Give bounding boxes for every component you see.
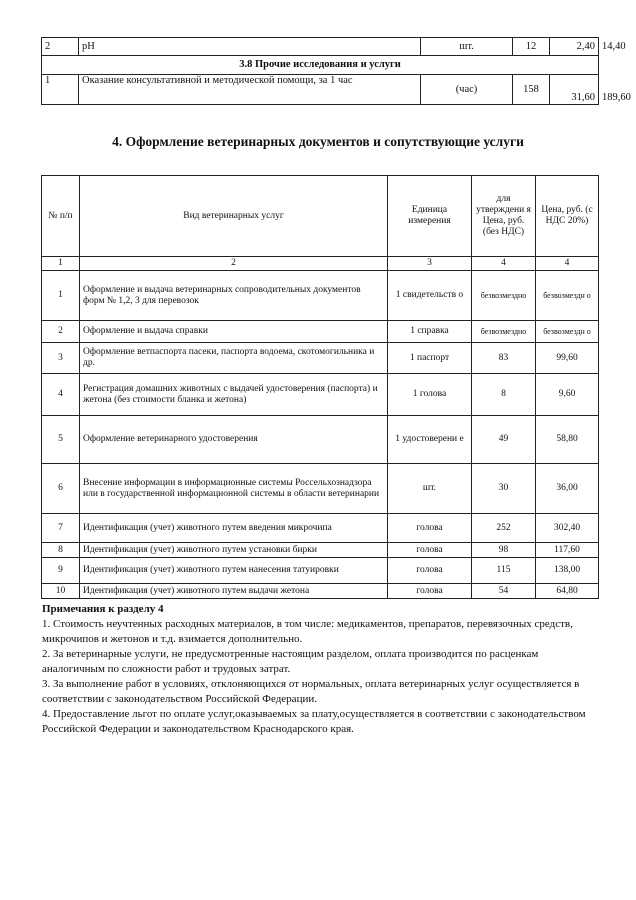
price: 83 — [472, 343, 536, 374]
price-vat: 58,80 — [536, 416, 599, 464]
unit: голова — [388, 584, 472, 599]
table-row — [42, 584, 599, 599]
price-vat: 99,60 — [536, 343, 599, 374]
price-vat: 117,60 — [536, 543, 599, 558]
row-number: 10 — [42, 584, 80, 599]
price: 115 — [472, 558, 536, 584]
unit: голова — [388, 514, 472, 543]
table-row — [42, 514, 599, 543]
service-name: Оформление ветпаспорта пасеки, паспорта водоема, скотомогильника и др. — [80, 343, 388, 374]
price: безвозмездно — [472, 271, 536, 321]
header-price: для утверждени я Цена, руб. (без НДС) — [472, 176, 536, 257]
unit: (час) — [421, 75, 513, 105]
row-number: 9 — [42, 558, 80, 584]
unit: голова — [388, 543, 472, 558]
header-row — [42, 176, 599, 257]
header-unit: Единица измерения — [388, 176, 472, 257]
section-heading: 3.8 Прочие исследования и услуги — [42, 56, 599, 75]
row-number: 2 — [42, 38, 79, 56]
unit: 1 паспорт — [388, 343, 472, 374]
note-item: 3. За выполнение работ в условиях, отклоняющихся от нормальных, оплата ветеринарных услуг осуществляется в соответствии с законодательством Российской Федерации. — [42, 678, 580, 705]
service-name: Идентификация (учет) животного путем введения микрочипа — [80, 514, 388, 543]
row-number: 6 — [42, 464, 80, 514]
table-row — [42, 321, 599, 343]
unit: 1 голова — [388, 374, 472, 416]
price: 2,40 — [550, 38, 599, 56]
service-name: Идентификация (учет) животного путем выдачи жетона — [80, 584, 388, 599]
price: 31,60 — [550, 75, 599, 105]
service-name: Оформление и выдача ветеринарных сопроводительных документов форм № 1,2, 3 для перевозок — [80, 271, 388, 321]
price: 98 — [472, 543, 536, 558]
table-row — [42, 271, 599, 321]
row-number: 1 — [42, 75, 79, 105]
service-name: Оформление и выдача справки — [80, 321, 388, 343]
table-row — [42, 464, 599, 514]
price-vat: безвозмездн о — [536, 321, 599, 343]
unit: 1 справка — [388, 321, 472, 343]
table-row — [42, 343, 599, 374]
service-name: Оказание консультативной и методической помощи, за 1 час — [79, 75, 421, 105]
service-name: pH — [79, 38, 421, 56]
service-name: Идентификация (учет) животного путем установки бирки — [80, 543, 388, 558]
service-name: Оформление ветеринарного удостоверения — [80, 416, 388, 464]
header-price-vat: Цена, руб. (с НДС 20%) — [536, 176, 599, 257]
table-row — [42, 543, 599, 558]
column-number: 3 — [388, 257, 472, 271]
unit: голова — [388, 558, 472, 584]
row-number: 8 — [42, 543, 80, 558]
price: 8 — [472, 374, 536, 416]
column-number: 4 — [472, 257, 536, 271]
table-row: 2 pH шт. 12 2,40 14,40 — [42, 38, 599, 56]
table-row: 1 Оказание консультативной и методической помощи, за 1 час (час) 158 31,60 189,60 — [42, 75, 599, 105]
numbering-row — [42, 257, 599, 271]
price-table-continuation — [41, 37, 631, 105]
unit: шт. — [388, 464, 472, 514]
column-number: 2 — [80, 257, 388, 271]
table-row — [42, 416, 599, 464]
header-service: Вид ветеринарных услуг — [80, 176, 388, 257]
price: 252 — [472, 514, 536, 543]
service-name: Регистрация домашних животных с выдачей удостоверения (паспорта) и жетона (без стоимости бланка и жетона) — [80, 374, 388, 416]
price: 54 — [472, 584, 536, 599]
service-name: Внесение информации в информационные системы Россельхознадзора или в государственной информационной системы в области ветеринарии — [80, 464, 388, 514]
vet-services-table — [41, 175, 599, 599]
price: 49 — [472, 416, 536, 464]
section-row — [42, 56, 599, 75]
row-number: 2 — [42, 321, 80, 343]
unit: шт. — [421, 38, 513, 56]
price: безвозмездно — [472, 321, 536, 343]
service-name: Идентификация (учет) животного путем нанесения татуировки — [80, 558, 388, 584]
note-item: 1. Стоимость неучтенных расходных материалов, в том числе: медикаментов, препаратов, перевязочных средств, микрочипов и жетонов и т.д. взимается дополнительно. — [42, 618, 573, 645]
note-item: 2. За ветеринарные услуги, не предусмотренные настоящим разделом, оплата производится по расценкам аналогичным по сложности работ и трудовых затрат. — [42, 648, 539, 675]
price-vat: 302,40 — [536, 514, 599, 543]
section-notes — [42, 602, 598, 737]
unit: 1 свидетельств о — [388, 271, 472, 321]
column-number: 1 — [42, 257, 80, 271]
table-row — [42, 558, 599, 584]
column-number: 4 — [536, 257, 599, 271]
row-number: 3 — [42, 343, 80, 374]
row-number: 1 — [42, 271, 80, 321]
price: 30 — [472, 464, 536, 514]
header-number: № п/п — [42, 176, 80, 257]
row-number: 5 — [42, 416, 80, 464]
quantity: 12 — [513, 38, 550, 56]
table-row — [42, 374, 599, 416]
price-vat: 36,00 — [536, 464, 599, 514]
price-vat: 9,60 — [536, 374, 599, 416]
row-number: 7 — [42, 514, 80, 543]
price-vat: безвозмездн о — [536, 271, 599, 321]
note-item: 4. Предоставление льгот по оплате услуг,оказываемых за плату,осуществляется в соответствии с законодательством Российской Федерации и законодательством Краснодарского края. — [42, 708, 586, 735]
quantity: 158 — [513, 75, 550, 105]
section-title: 4. Оформление ветеринарных документов и сопутствующие услуги — [112, 134, 524, 149]
unit: 1 удостоверени е — [388, 416, 472, 464]
notes-title: Примечания к разделу 4 — [42, 603, 164, 615]
row-number: 4 — [42, 374, 80, 416]
price-vat: 138,00 — [536, 558, 599, 584]
price-vat: 64,80 — [536, 584, 599, 599]
